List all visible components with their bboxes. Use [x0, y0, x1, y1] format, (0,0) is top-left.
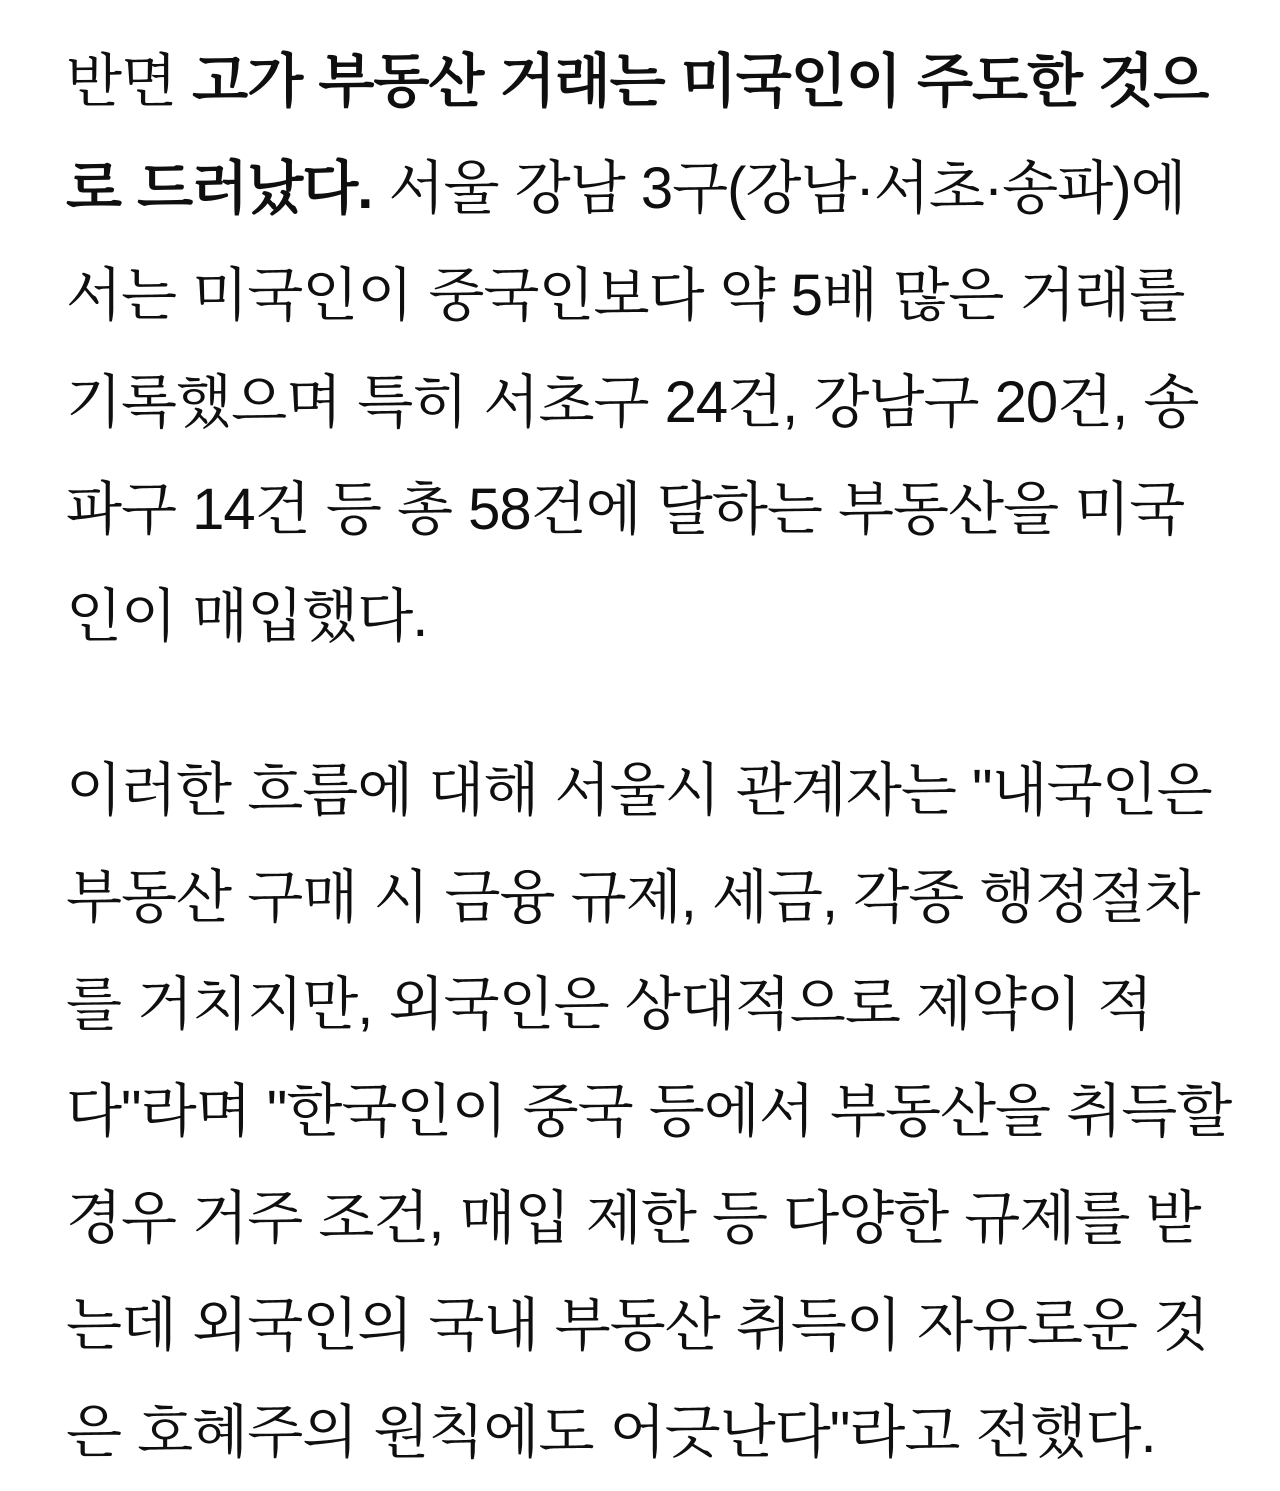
text-line-7 — [66, 737, 1220, 844]
text-line-10 — [66, 1058, 1232, 1165]
text-run-bold: 로 드러났다. — [66, 156, 373, 221]
text-run: 서는 미국인이 중국인보다 약 5배 많은 거래를 — [66, 263, 1185, 328]
text-run: 부동산 구매 시 금융 규제, 세금, 각종 행정절차 — [66, 865, 1200, 930]
text-line-8 — [66, 844, 1220, 951]
text-line-2 — [66, 135, 1220, 242]
text-run: 파구 14건 등 총 58건에 달하는 부동산을 미국 — [66, 477, 1185, 542]
text-line-11 — [66, 1165, 1220, 1272]
text-line-9 — [66, 951, 1220, 1058]
paragraph-2 — [66, 737, 1232, 1486]
text-run: 인이 매입했다. — [66, 584, 428, 649]
text-run: 경우 거주 조건, 매입 제한 등 다양한 규제를 받 — [66, 1186, 1201, 1251]
text-run: 다"라며 "한국인이 중국 등에서 부동산을 취득할 — [66, 1079, 1232, 1144]
text-run: 는데 외국인의 국내 부동산 취득이 자유로운 것 — [66, 1293, 1209, 1358]
text-run: 반면 — [66, 49, 193, 114]
text-line-5 — [66, 456, 1220, 563]
text-line-1 — [66, 28, 1220, 135]
text-run: 서울 강남 3구(강남·서초·송파)에 — [372, 156, 1186, 221]
text-line-6 — [66, 563, 1220, 670]
text-run: 은 호혜주의 원칙에도 어긋난다"라고 전했다. — [66, 1400, 1156, 1465]
text-run: 이러한 흐름에 대해 서울시 관계자는 "내국인은 — [66, 758, 1212, 823]
paragraph-1 — [66, 28, 1220, 670]
text-line-12 — [66, 1272, 1220, 1379]
text-line-4 — [66, 349, 1220, 456]
text-run: 기록했으며 특히 서초구 24건, 강남구 20건, 송 — [66, 370, 1199, 435]
text-run-bold: 고가 부동산 거래는 미국인이 주도한 것으 — [192, 49, 1209, 114]
text-line-13 — [66, 1379, 1220, 1486]
text-line-3 — [66, 242, 1220, 349]
text-run: 를 거치지만, 외국인은 상대적으로 제약이 적 — [66, 972, 1153, 1037]
